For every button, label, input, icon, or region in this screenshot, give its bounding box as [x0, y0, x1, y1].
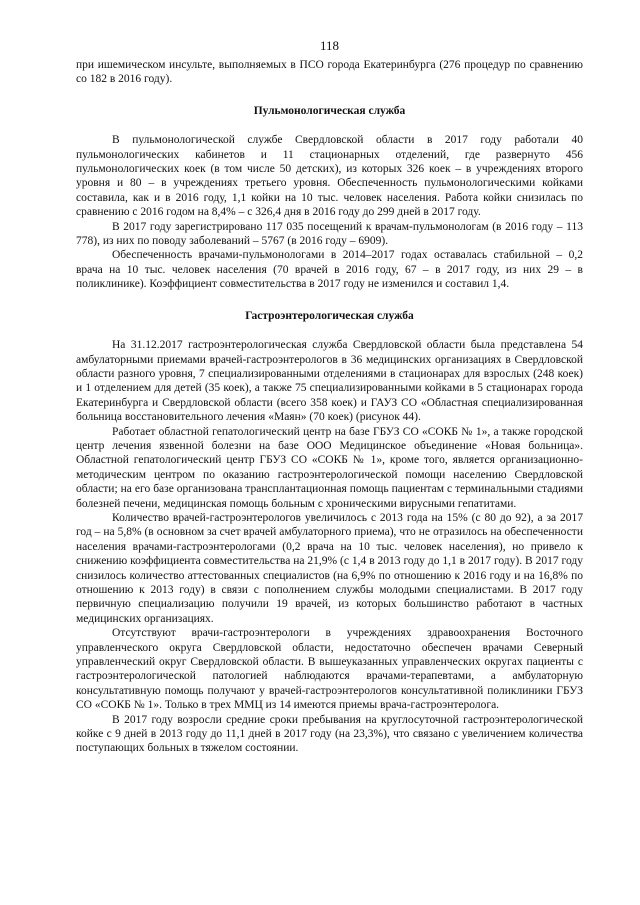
paragraph: В 2017 году зарегистрировано 117 035 посещений к врачам-пульмонологам (в 2016 году – 113 778), из них по поводу заболеваний – 5767 (в 2016 году – 6909).	[76, 220, 583, 248]
paragraph: Количество врачей-гастроэнтерологов увеличилось с 2013 года на 15% (с 80 до 92), а за 2017 год – на 5,8% (в основном за счет врачей амбулаторного приема), что не отразилось на обеспеченности населения врачами-гастроэнтерологами (0,2 врача на 10 тыс. человек населения), но привело к снижению коэффициента совместительства на 21,9% (с 1,4 в 2013 году до 1,1 в 2017 году). В 2017 году снизилось количество аттестованных специалистов (на 6,9% по отношению к 2016 году и на 16,8% по отношению к 2013 году) в связи с пополнением службы молодыми специалистами. В 2017 году первичную специализацию получили 19 врачей, из которых большинство работают в частных медицинских организациях.	[76, 511, 583, 625]
pulmonology-section	[76, 104, 583, 292]
paragraph: На 31.12.2017 гастроэнтерологическая служба Свердловской области была представлена 54 амбулаторными приемами врачей-гастроэнтерологов в 36 медицинских организациях в Свердловской области разного уровня, 7 специализированными отделениями в стационарах для взрослых (248 коек) и 1 отделением для детей (35 коек), а также 75 специализированными койками в 5 стационарах города Екатеринбурга и Свердловской области (всего 358 коек) и ГАУЗ СО «Областная специализированная больница восстановительного лечения «Маян» (70 коек) (рисунок 44).	[76, 339, 583, 424]
paragraph: Обеспеченность врачами-пульмонологами в 2014–2017 годах оставалась стабильной – 0,2 врача на 10 тыс. человек населения (70 врачей в 2016 году, 67 – в 2017 году, из них 29 – в поликлинике). Коэффициент совместительства в 2017 году не изменился и составил 1,4.	[76, 249, 583, 291]
paragraph: Отсутствуют врачи-гастроэнтерологи в учреждениях здравоохранения Восточного управленческого округа Свердловской области, недостаточно обеспечен врачами Северный управленческий округ Свердловской области. В вышеуказанных управленческих округах пациенты с гастроэнтерологической патологией наблюдаются врачами-терапевтами, а амбулаторную консультативную помощь получают у врачей-гастроэнтерологов консультативной поликлиники ГБУЗ СО «СОКБ № 1». Только в трех ММЦ из 14 имеются приемы врача-гастроэнтеролога.	[76, 627, 583, 712]
intro-paragraph: при ишемическом инсульте, выполняемых в ПСО города Екатеринбурга (276 процедур по сравнению со 182 в 2016 году).	[76, 59, 583, 86]
paragraph: Работает областной гепатологический центр на базе ГБУЗ СО «СОКБ № 1», а также городской центр лечения язвенной болезни на базе ООО Медицинское объединение «Новая больница». Областной гепатологический центр ГБУЗ СО «СОКБ № 1», кроме того, является организационно-методическим центром по оказанию гастроэнтерологической помощи населению Свердловской области; на его базе организована трансплантационная помощь пациентам с терминальными стадиями болезней печени, медицинская помощь больным с хроническими вирусными гепатитами.	[76, 425, 583, 510]
gastroenterology-section	[76, 309, 583, 756]
page-number: 118	[319, 38, 340, 53]
section-heading-pulmonology: Пульмонологическая служба	[253, 104, 406, 117]
paragraph: В пульмонологической службе Свердловской области в 2017 году работали 40 пульмонологических кабинетов и 11 стационарных отделений, где развернуто 456 пульмонологических коек (в том числе 50 детских), из которых 326 коек – в учреждениях второго уровня и 80 – в учреждениях третьего уровня. Обеспеченность пульмонологическими койками составила, как и в 2016 году, 1,1 койки на 10 тыс. человек населения. Работа койки снизилась по сравнению с 2016 годом на 8,4% – с 326,4 дня в 2016 году до 299 дней в 2017 году.	[76, 134, 583, 219]
section-heading-gastroenterology: Гастроэнтерологическая служба	[245, 309, 414, 322]
paragraph: В 2017 году возросли средние сроки пребывания на круглосуточной гастроэнтерологической койке с 9 дней в 2013 году до 11,1 дней в 2017 году (на 23,3%), что связано с увеличением количества поступающих больных в тяжелом состоянии.	[76, 713, 583, 755]
